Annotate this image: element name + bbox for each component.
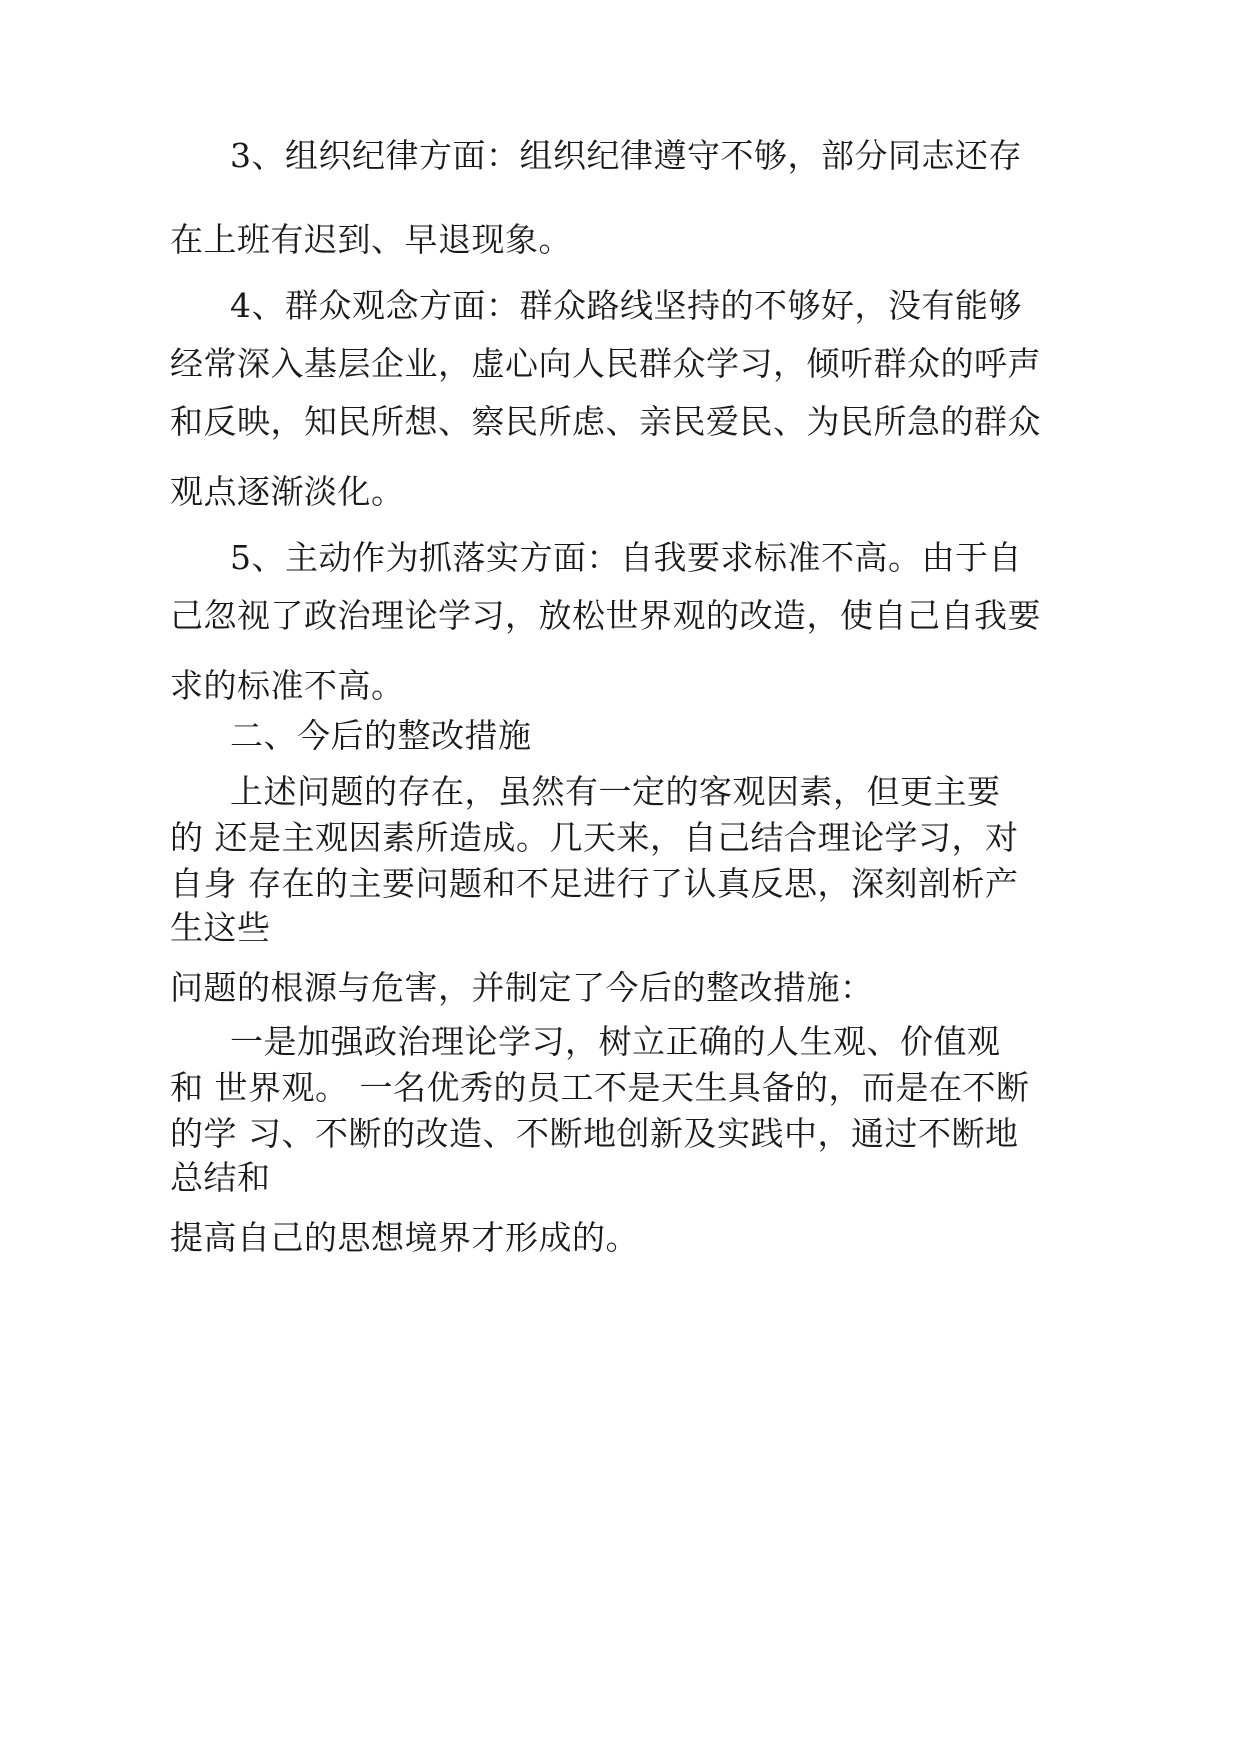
paragraph-4-line-4: 观点逐渐淡化。 [170, 472, 405, 511]
paragraph-5-line-1: 5、主动作为抓落实方面：自我要求标准不高。由于自 [230, 538, 1022, 577]
paragraph-6-line-3: 自身 存在的主要问题和不足进行了认真反思，深刻剖析产 [170, 864, 1019, 903]
paragraph-7-line-3: 的学 习、不断的改造、不断地创新及实践中，通过不断地 [170, 1114, 1019, 1153]
paragraph-7-line-4: 总结和 [170, 1158, 271, 1197]
paragraph-4-line-1: 4、群众观念方面：群众路线坚持的不够好，没有能够 [230, 286, 1022, 325]
paragraph-6-line-5: 问题的根源与危害，并制定了今后的整改措施： [170, 968, 874, 1007]
paragraph-4-line-2: 经常深入基层企业，虚心向人民群众学习，倾听群众的呼声 [170, 344, 1041, 383]
paragraph-5-line-2: 己忽视了政治理论学习，放松世界观的改造，使自己自我要 [170, 596, 1041, 635]
paragraph-6-line-4: 生这些 [170, 908, 271, 947]
paragraph-6-line-2: 的 还是主观因素所造成。几天来，自己结合理论学习，对 [170, 818, 1019, 857]
paragraph-7-line-2: 和 世界观。 一名优秀的员工不是天生具备的，而是在不断 [170, 1068, 1030, 1107]
section-heading: 二、今后的整改措施 [230, 716, 532, 755]
paragraph-7-line-5: 提高自己的思想境界才形成的。 [170, 1218, 639, 1257]
paragraph-4-line-3: 和反映，知民所想、察民所虑、亲民爱民、为民所急的群众 [170, 402, 1041, 441]
paragraph-3-line-2: 在上班有迟到、早退现象。 [170, 220, 572, 259]
paragraph-3-line-1: 3、组织纪律方面：组织纪律遵守不够，部分同志还存 [230, 136, 1022, 175]
paragraph-7-line-1: 一是加强政治理论学习，树立正确的人生观、价值观 [230, 1022, 1001, 1061]
paragraph-5-line-3: 求的标准不高。 [170, 666, 405, 705]
paragraph-6-line-1: 上述问题的存在，虽然有一定的客观因素，但更主要 [230, 772, 1001, 811]
